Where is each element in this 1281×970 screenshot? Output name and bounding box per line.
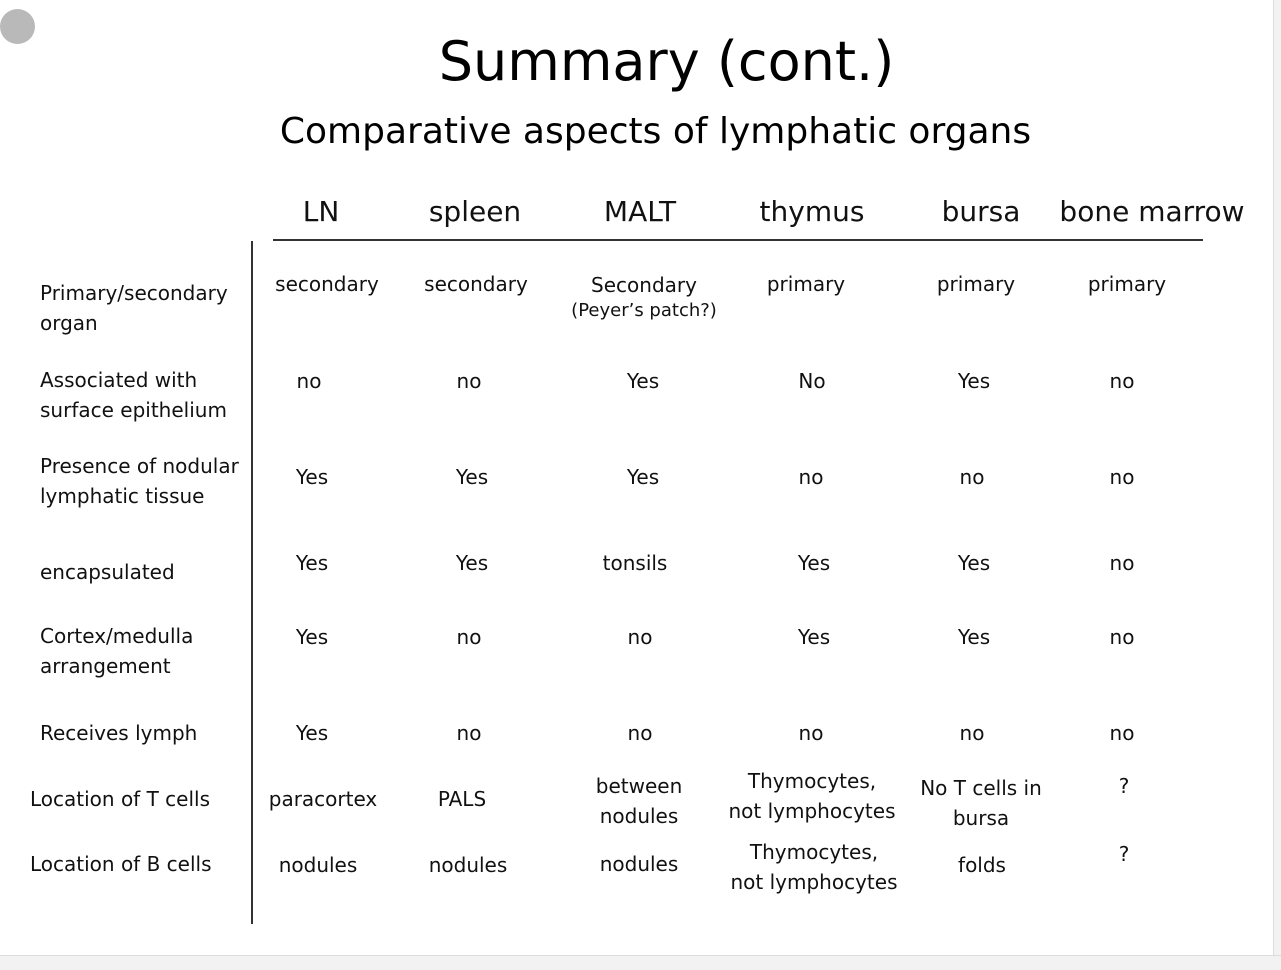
table-cell: secondary <box>275 272 379 296</box>
bottom-edge <box>0 955 1281 970</box>
row-label-line: organ <box>40 311 98 335</box>
row-label-line: Presence of nodular <box>40 454 239 478</box>
table-cell: ? <box>1118 774 1130 798</box>
table-cell-line: No T cells in <box>920 776 1042 800</box>
table-cell: No <box>798 369 826 393</box>
column-header-thymus: thymus <box>759 195 865 228</box>
page-subtitle: Comparative aspects of lymphatic organs <box>279 111 1032 152</box>
column-header-bursa: bursa <box>941 195 1021 228</box>
table-cell-note: (Peyer’s patch?) <box>571 300 717 321</box>
table-cell: no <box>627 721 653 745</box>
table-cell: Yes <box>295 721 329 745</box>
table-cell <box>729 766 896 826</box>
table-cell: no <box>1109 465 1135 489</box>
column-header-spleen: spleen <box>428 195 522 228</box>
table-cell: no <box>456 721 482 745</box>
table-cell: no <box>959 721 985 745</box>
table-cell <box>731 837 898 897</box>
table-cell-line: not lymphocytes <box>730 870 898 894</box>
table-cell: secondary <box>424 272 528 296</box>
table-cell: Yes <box>957 551 991 575</box>
table-cell: Yes <box>957 625 991 649</box>
table-cell: paracortex <box>268 787 378 811</box>
table-cell: primary <box>1087 272 1167 296</box>
column-header-ln: LN <box>302 195 340 228</box>
table-cell: Yes <box>295 465 329 489</box>
row-label-line: Cortex/medulla <box>40 624 194 648</box>
header-divider <box>273 239 1203 241</box>
table-cell: nodules <box>278 853 358 877</box>
row-label-line: Associated with <box>40 368 198 392</box>
table-cell: Yes <box>455 465 489 489</box>
row-label-primary-secondary <box>40 278 228 338</box>
table-cell: no <box>798 721 824 745</box>
table-cell-line: between <box>595 774 683 798</box>
table-cell: nodules <box>428 853 508 877</box>
table-cell: no <box>1109 369 1135 393</box>
table-cell <box>571 270 717 322</box>
table-cell: Yes <box>626 369 660 393</box>
table-cell: no <box>627 625 653 649</box>
row-label-line: Primary/secondary <box>40 281 228 305</box>
table-cell: PALS <box>437 787 487 811</box>
table-cell: nodules <box>599 852 679 876</box>
table-cell: no <box>1109 721 1135 745</box>
table-cell: primary <box>766 272 846 296</box>
table-cell: Yes <box>797 551 831 575</box>
table-cell-line: bursa <box>952 806 1010 830</box>
table-cell: Yes <box>455 551 489 575</box>
row-label-t-cells: Location of T cells <box>30 787 210 811</box>
table-cell: no <box>456 369 482 393</box>
row-label-surface-epithelium <box>40 365 227 425</box>
table-cell <box>920 773 1042 833</box>
table-cell <box>596 771 682 831</box>
row-label-receives-lymph: Receives lymph <box>40 721 198 745</box>
table-cell: no <box>959 465 985 489</box>
column-header-bone-marrow: bone marrow <box>1059 195 1245 228</box>
table-cell: Yes <box>295 625 329 649</box>
row-label-nodular-tissue <box>40 451 239 511</box>
table-cell: Yes <box>957 369 991 393</box>
row-label-b-cells: Location of B cells <box>30 852 212 876</box>
table-cell-line: Thymocytes, <box>747 769 877 793</box>
row-label-encapsulated: encapsulated <box>40 560 175 584</box>
page-title: Summary (cont.) <box>438 30 895 93</box>
table-cell: Yes <box>797 625 831 649</box>
row-label-line: surface epithelium <box>40 398 227 422</box>
row-label-line: arrangement <box>40 654 171 678</box>
row-label-cortex-medulla <box>40 621 193 681</box>
table-cell: no <box>296 369 322 393</box>
row-label-line: lymphatic tissue <box>40 484 205 508</box>
table-cell-line: Thymocytes, <box>749 840 879 864</box>
table-cell: no <box>1109 551 1135 575</box>
table-cell: tonsils <box>602 551 668 575</box>
table-cell: no <box>456 625 482 649</box>
table-cell: Yes <box>295 551 329 575</box>
table-cell: no <box>798 465 824 489</box>
table-cell: Yes <box>626 465 660 489</box>
table-cell: no <box>1109 625 1135 649</box>
table-cell-line: nodules <box>599 804 679 828</box>
table-cell: ? <box>1118 842 1130 866</box>
table-cell-line: not lymphocytes <box>728 799 896 823</box>
table-cell-line: Secondary <box>591 273 697 297</box>
column-header-malt: MALT <box>603 195 677 228</box>
label-divider <box>251 241 253 924</box>
table-cell: folds <box>958 853 1006 877</box>
table-cell: primary <box>936 272 1016 296</box>
